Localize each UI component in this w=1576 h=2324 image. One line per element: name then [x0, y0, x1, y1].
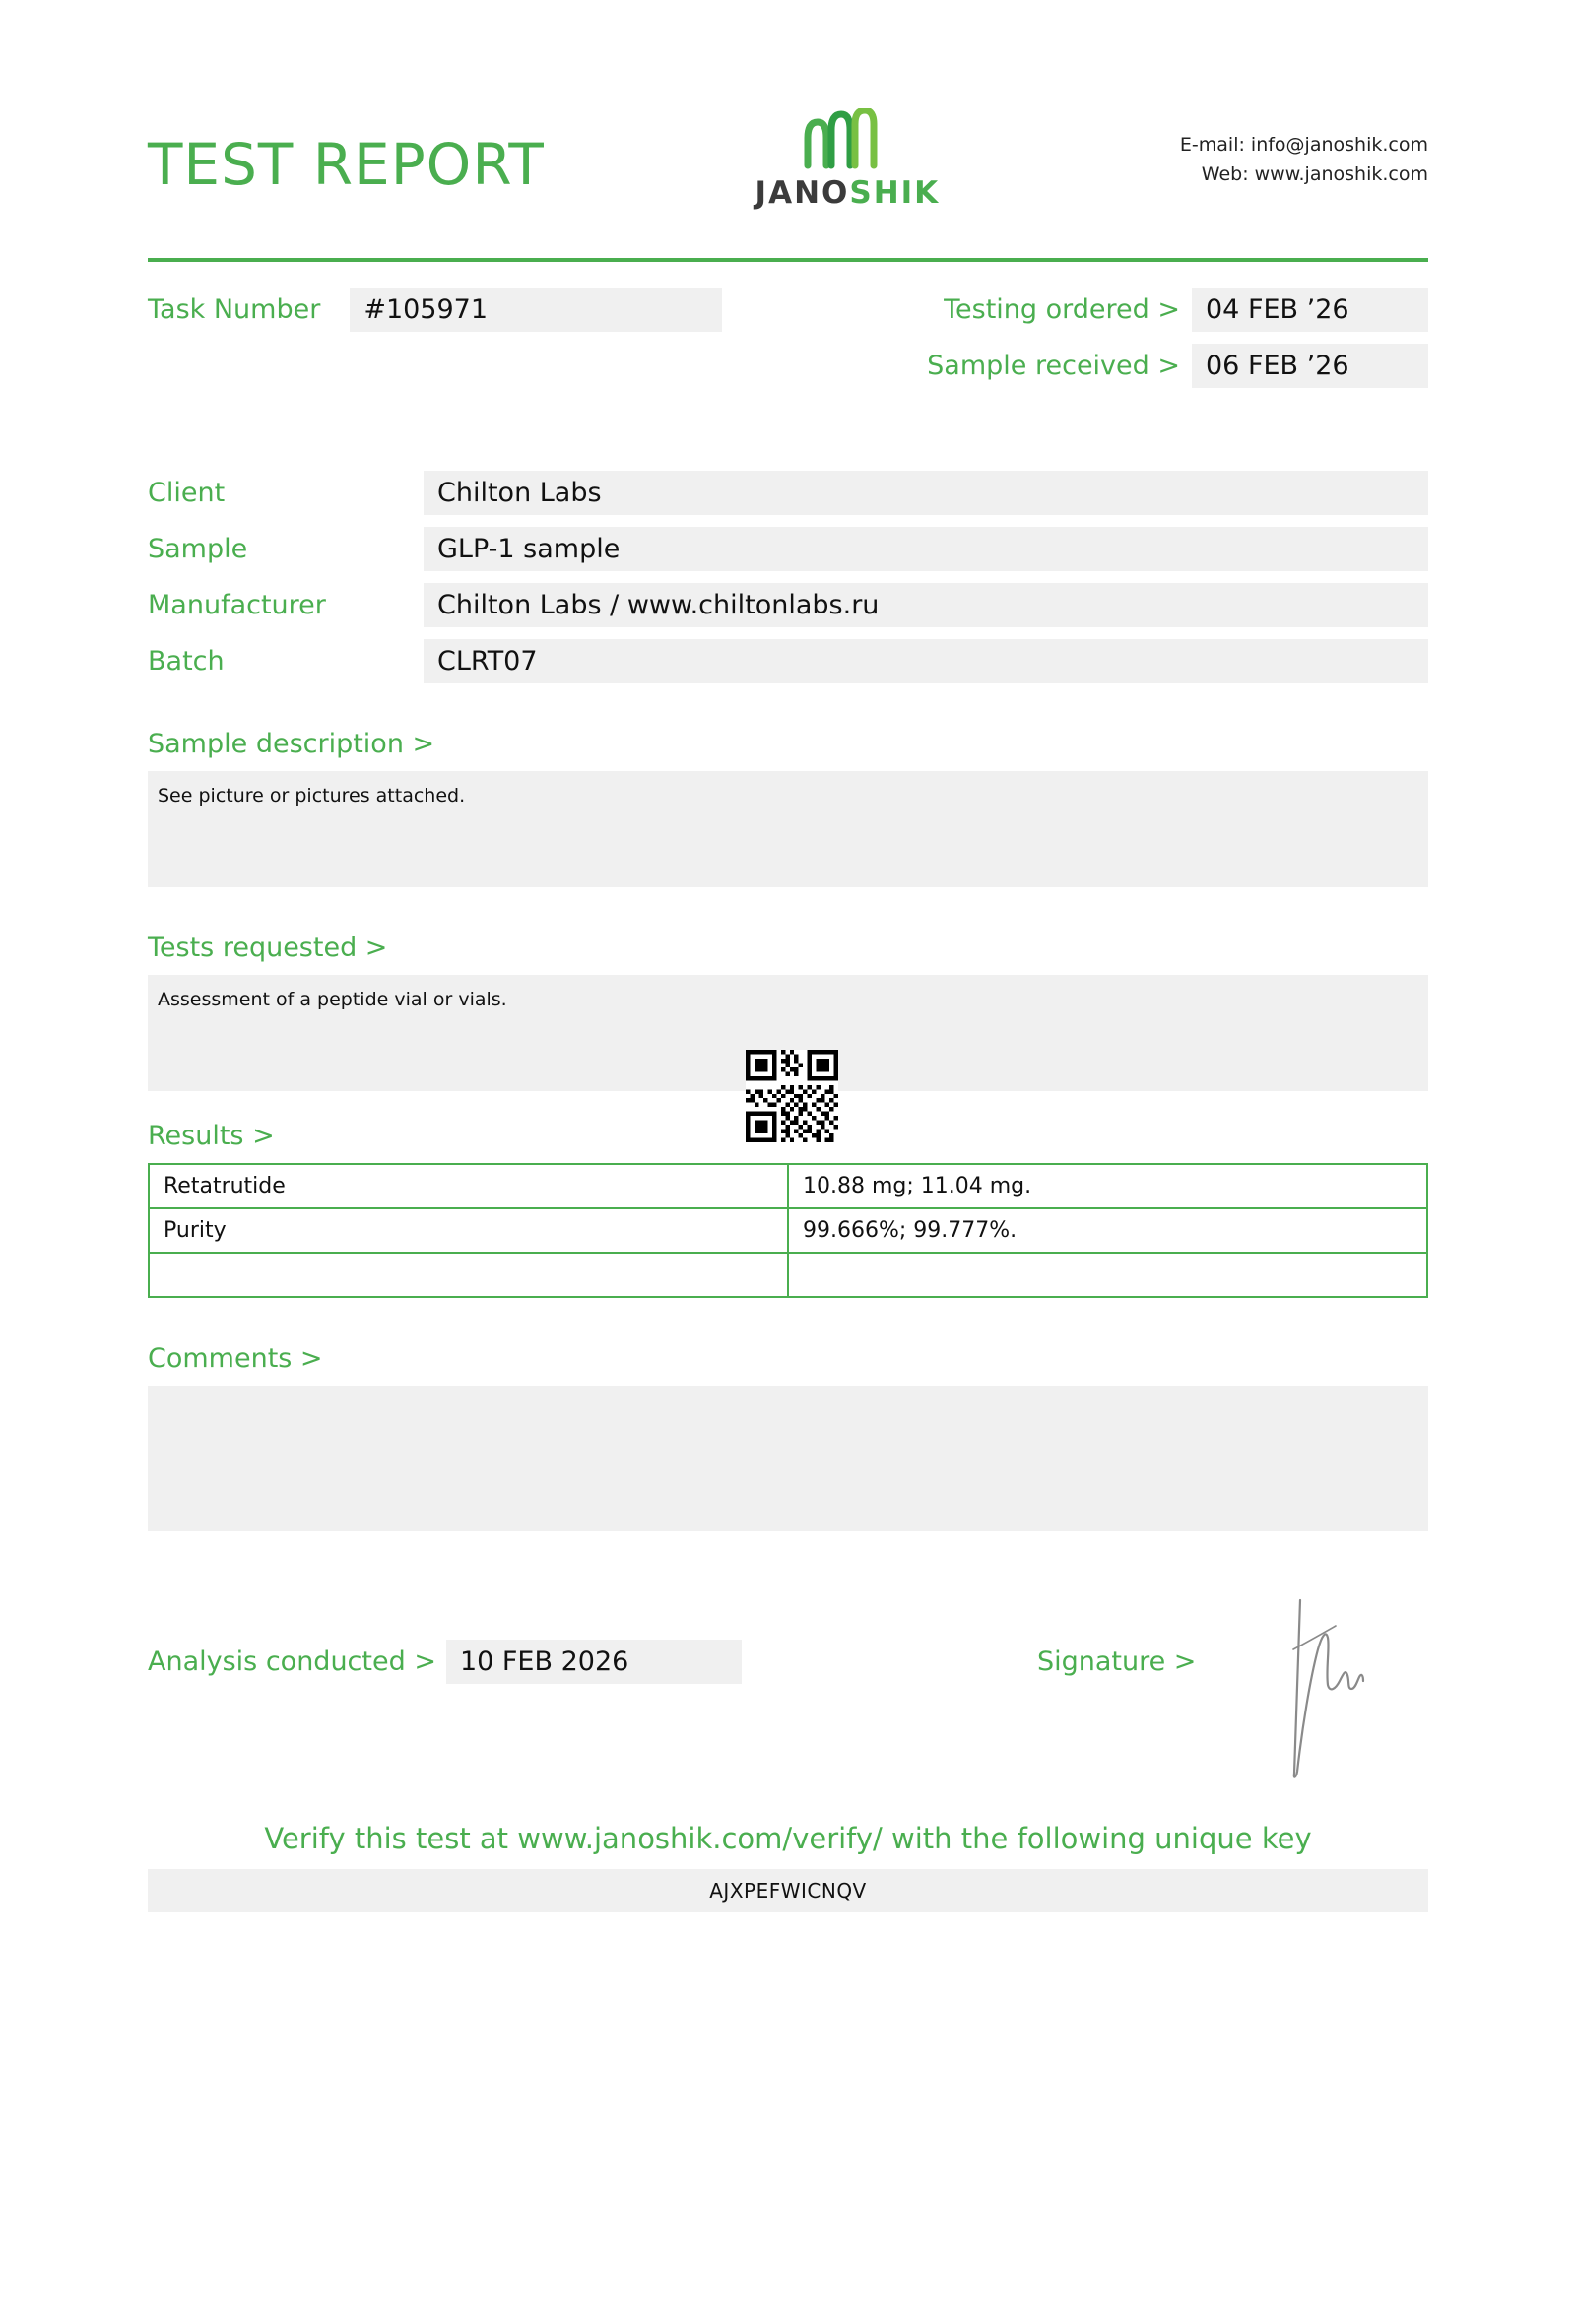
- info-row-manufacturer: [148, 583, 1428, 627]
- sample-value: GLP-1 sample: [424, 527, 1428, 571]
- table-row: [149, 1208, 1427, 1253]
- client-info-block: [148, 471, 1428, 683]
- result-value-0: 10.88 mg; 11.04 mg.: [788, 1164, 1427, 1208]
- info-row-client: [148, 471, 1428, 515]
- tests-requested-box: Assessment of a peptide vial or vials.: [148, 975, 1428, 1091]
- comments-box: [148, 1386, 1428, 1531]
- janoshik-logo: [755, 108, 941, 211]
- verify-text: Verify this test at www.janoshik.com/verify/ with the following unique key: [264, 1822, 1312, 1855]
- logo-mark-icon: [798, 108, 896, 169]
- results-header: [148, 1091, 1428, 1161]
- sample-description-title: Sample description >: [148, 729, 435, 759]
- logo-wordmark: [755, 175, 941, 211]
- results-table: [148, 1163, 1428, 1298]
- comments-title: Comments >: [148, 1343, 323, 1374]
- manufacturer-label: Manufacturer: [148, 590, 326, 620]
- info-row-sample: [148, 527, 1428, 571]
- testing-ordered-label: Testing ordered >: [944, 294, 1180, 325]
- testing-ordered-row: [927, 288, 1428, 332]
- client-value: Chilton Labs: [424, 471, 1428, 515]
- task-number-group: [148, 288, 722, 332]
- contact-info: [1180, 130, 1428, 190]
- header-divider: [148, 258, 1428, 262]
- task-number-label: Task Number: [148, 294, 321, 325]
- table-row: [149, 1164, 1427, 1208]
- logo-text-shik: SHIK: [849, 175, 941, 211]
- sample-received-label: Sample received >: [927, 351, 1180, 381]
- signature-label: Signature >: [1036, 1646, 1197, 1677]
- qr-code-icon: [739, 1050, 845, 1142]
- contact-email: E-mail: info@janoshik.com: [1179, 134, 1428, 156]
- result-name-1: Purity: [149, 1208, 788, 1253]
- tests-requested-title: Tests requested >: [148, 933, 388, 963]
- analysis-conducted-value: 10 FEB 2026: [446, 1640, 742, 1684]
- analysis-signature-row: [148, 1640, 1428, 1684]
- contact-web: Web: www.janoshik.com: [1201, 163, 1428, 186]
- sample-label: Sample: [148, 534, 248, 564]
- task-number-value: #105971: [350, 288, 722, 332]
- sample-received-value: 06 FEB ’26: [1192, 344, 1428, 388]
- client-label: Client: [148, 478, 226, 508]
- testing-ordered-value: 04 FEB ’26: [1192, 288, 1428, 332]
- manufacturer-value: Chilton Labs / www.chiltonlabs.ru: [424, 583, 1428, 627]
- batch-value: CLRT07: [424, 639, 1428, 683]
- signature-image: [1261, 1590, 1399, 1787]
- result-value-1: 99.666%; 99.777%.: [788, 1208, 1427, 1253]
- result-name-0: Retatrutide: [149, 1164, 788, 1208]
- sample-description-box: See picture or pictures attached.: [148, 771, 1428, 887]
- result-name-2: [149, 1253, 788, 1297]
- task-dates: [927, 288, 1428, 400]
- batch-label: Batch: [148, 646, 225, 677]
- sample-received-row: [927, 344, 1428, 388]
- task-section: [148, 288, 1428, 400]
- analysis-conducted-label: Analysis conducted >: [148, 1646, 436, 1677]
- results-title: Results >: [148, 1121, 275, 1151]
- table-row: [149, 1253, 1427, 1297]
- page-title: TEST REPORT: [148, 131, 545, 198]
- unique-key-box: AJXPEFWICNQV: [148, 1869, 1428, 1912]
- report-header: [148, 0, 1428, 236]
- logo-text-jano: JANO: [755, 175, 850, 211]
- info-row-batch: [148, 639, 1428, 683]
- result-value-2: [788, 1253, 1427, 1297]
